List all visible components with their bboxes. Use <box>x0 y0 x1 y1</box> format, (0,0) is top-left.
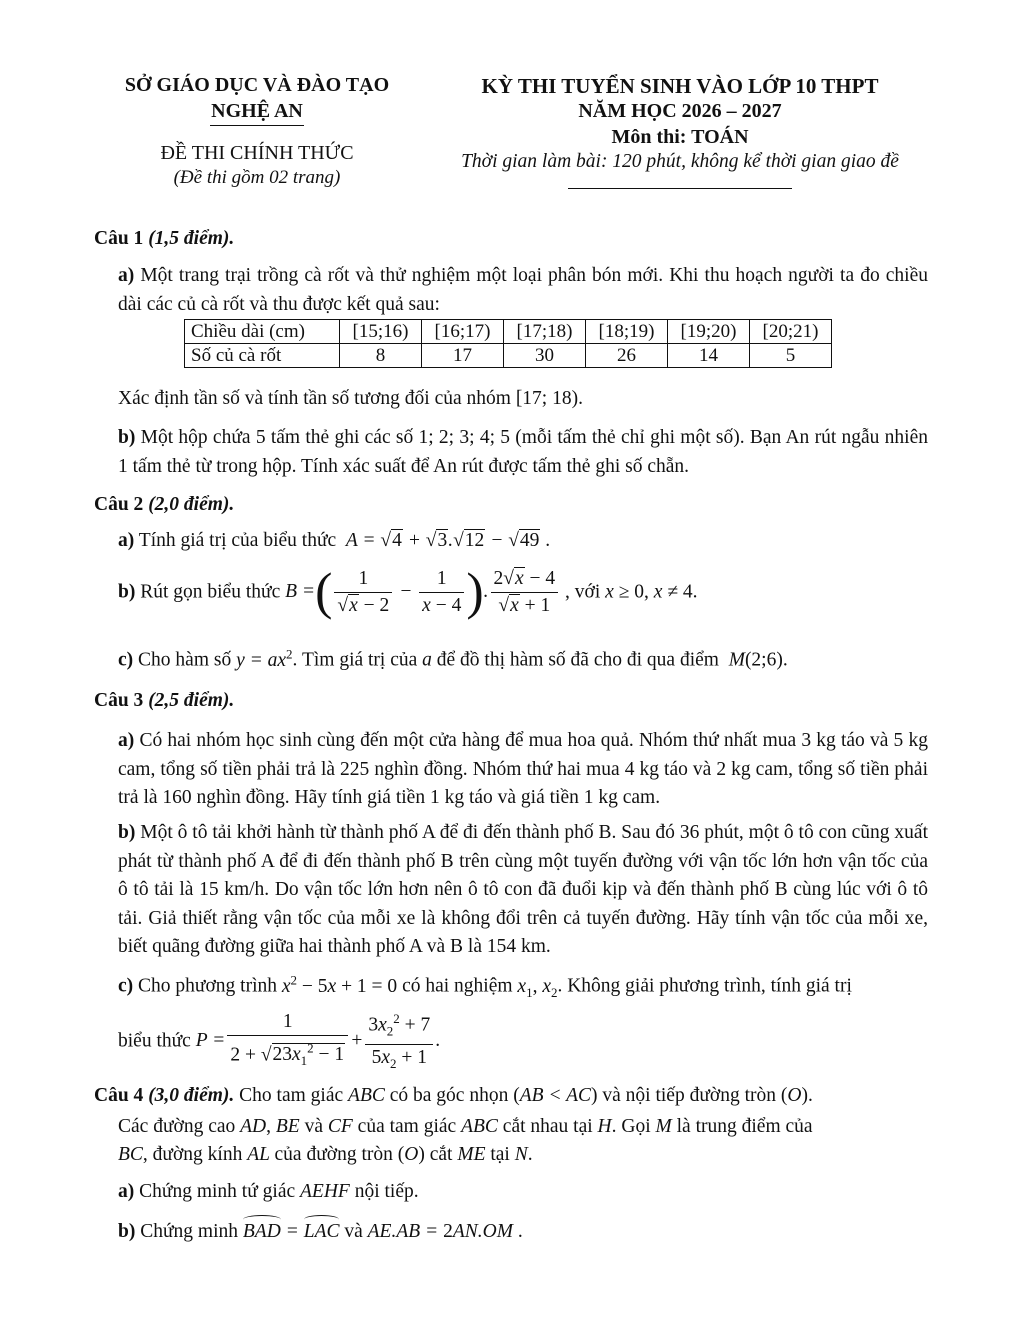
carrot-length-table <box>184 319 832 368</box>
table-cell: [17;18) <box>504 320 586 344</box>
q3c-line1: c) Cho phương trình $x^2 - 5x + 1 = 0$ có hai nghiệm $x_1$, $x_2$. Không giải phương trình, tính giá trị <box>118 972 852 1000</box>
q4b-line: b) Chứng minh BAD = LAC và AE.AB = 2AN.OM . <box>118 1218 523 1243</box>
table-cell: 26 <box>586 344 668 368</box>
table-header-length: Chiều dài (cm) <box>185 320 340 344</box>
table-cell: [20;21) <box>750 320 832 344</box>
q3c-line2: biểu thức P = $\frac{1}{2 + √23x_1^2 - 1}$ + $\frac{3x_2^2 + 7}{5x_2 + 1}$ . <box>118 1006 440 1070</box>
table-cell: 17 <box>422 344 504 368</box>
school-year: NĂM HỌC 2026 – 2027 <box>578 100 782 122</box>
header-rule <box>568 188 792 189</box>
table-cell: 30 <box>504 344 586 368</box>
q3b-paragraph: b) Một ô tô tải khởi hành từ thành phố A để đi đến thành phố B. Sau đó 36 phút, một ô tô con cũng xuất phát từ thành phố A để đi đến thành phố B trên cùng một tuyến đường với vận tốc lớn hơn vận tốc của ô tô tải là 15 km/h. Do vận tốc lớn hơn nên ô tô con đã đuổi kịp và đến thành phố B cùng lúc với ô tô tải. Giả thiết rằng vận tốc của mỗi xe là không đổi trên cả tuyến đường. Hãy tính vận tốc của mỗi xe, biết quãng đường giữa hai thành phố A và B là 154 km. <box>118 822 929 957</box>
table-row <box>185 344 832 368</box>
q4-line3: BC, đường kính AL của đường tròn (O) cắt ME tại N. <box>118 1144 533 1165</box>
q1-heading: Câu 1 (1,5 điểm). <box>94 228 235 249</box>
subject: Môn thi: TOÁN <box>611 126 749 148</box>
table-cell: 14 <box>668 344 750 368</box>
q2a-line: a) Tính giá trị của biểu thức A = √4 + √3.√12 − √49 . <box>118 530 551 551</box>
table-cell: 8 <box>340 344 422 368</box>
q1b-paragraph: b) Một hộp chứa 5 tấm thẻ ghi các số 1; 2; 3; 4; 5 (mỗi tấm thẻ chỉ ghi một số). Bạn An rút ngẫu nhiên 1 tấm thẻ từ trong hộp. Tính xác suất để An rút được tấm thẻ ghi số chẵn. <box>118 427 929 477</box>
q3-heading: Câu 3 (2,5 điểm). <box>94 690 235 711</box>
q4-line1: Câu 4 (3,0 điểm). Cho tam giác ABC có ba góc nhọn (AB < AC) và nội tiếp đường tròn (O). <box>94 1085 813 1106</box>
condition-b: x ≥ 0, x ≠ 4. <box>605 581 698 603</box>
page-count-note: (Đề thi gồm 02 trang) <box>173 167 341 188</box>
table-row <box>185 320 832 344</box>
q1a-question: Xác định tần số và tính tần số tương đối của nhóm [17; 18). <box>118 388 583 409</box>
table-cell: [19;20) <box>668 320 750 344</box>
department-name: SỞ GIÁO DỤC VÀ ĐÀO TẠO <box>124 74 390 96</box>
equation: $x^2 - 5x + 1 = 0$ <box>281 972 398 997</box>
table-header-count: Số củ cà rốt <box>185 344 340 368</box>
q3a-paragraph: a) Có hai nhóm học sinh cùng đến một cửa hàng để mua hoa quả. Nhóm thứ nhất mua 3 kg táo và 5 kg cam, tổng số tiền phải trả là 225 nghìn đồng. Nhóm thứ hai mua 4 kg táo và 2 kg cam, tổng số tiền phải trả là 160 nghìn đồng. Hãy tính giá tiền 1 kg táo và giá tiền 1 kg cam. <box>118 730 928 808</box>
table-cell: [16;17) <box>422 320 504 344</box>
q4-line2: Các đường cao AD, BE và CF của tam giác ABC cắt nhau tại H. Gọi M là trung điểm của <box>118 1116 813 1137</box>
official-exam-label: ĐỀ THI CHÍNH THỨC <box>160 142 354 164</box>
q2b-line: b) Rút gọn biểu thức B =( $\frac{1}{√x - 2}$ − $\frac{1}{x - 4}$ ). $\frac{2√x - 4}{√x + 1}$ , với x ≥ 0, x ≠ 4. <box>118 563 698 621</box>
q2c-line: c) Cho hàm số $y = ax^2$. Tìm giá trị của a để đồ thị hàm số đã cho đi qua điểm M(2;6). <box>118 646 788 671</box>
table-cell: [15;16) <box>340 320 422 344</box>
q4a-line: a) Chứng minh tứ giác AEHF nội tiếp. <box>118 1181 419 1202</box>
province-name: NGHỆ AN <box>211 100 303 122</box>
province-underline <box>210 125 304 126</box>
exam-title: KỲ THI TUYỂN SINH VÀO LỚP 10 THPT <box>481 74 879 98</box>
q2-heading: Câu 2 (2,0 điểm). <box>94 494 235 515</box>
q1a-paragraph: a) Một trang trại trồng cà rốt và thử nghiệm một loại phân bón mới. Khi thu hoạch người ta đo chiều dài các củ cà rốt và thu được kết quả sau: <box>118 265 928 315</box>
function-y: $y = ax^2$ <box>236 646 293 671</box>
point-m: M(2;6). <box>723 649 788 671</box>
expression-b: B =( $\frac{1}{√x - 2}$ − $\frac{1}{x - 4}$ ). $\frac{2√x - 4}{√x + 1}$ <box>285 581 565 602</box>
table-cell: [18;19) <box>586 320 668 344</box>
expression-p: P = $\frac{1}{2 + √23x_1^2 - 1}$ + $\frac{3x_2^2 + 7}{5x_2 + 1}$ . <box>196 1030 440 1051</box>
time-limit: Thời gian làm bài: 120 phút, không kể thời gian giao đề <box>461 151 899 172</box>
expression-a: A = √4 + √3.√12 − √49 . <box>341 530 551 551</box>
table-cell: 5 <box>750 344 832 368</box>
roots: $x_1$, $x_2$ <box>517 975 558 1000</box>
